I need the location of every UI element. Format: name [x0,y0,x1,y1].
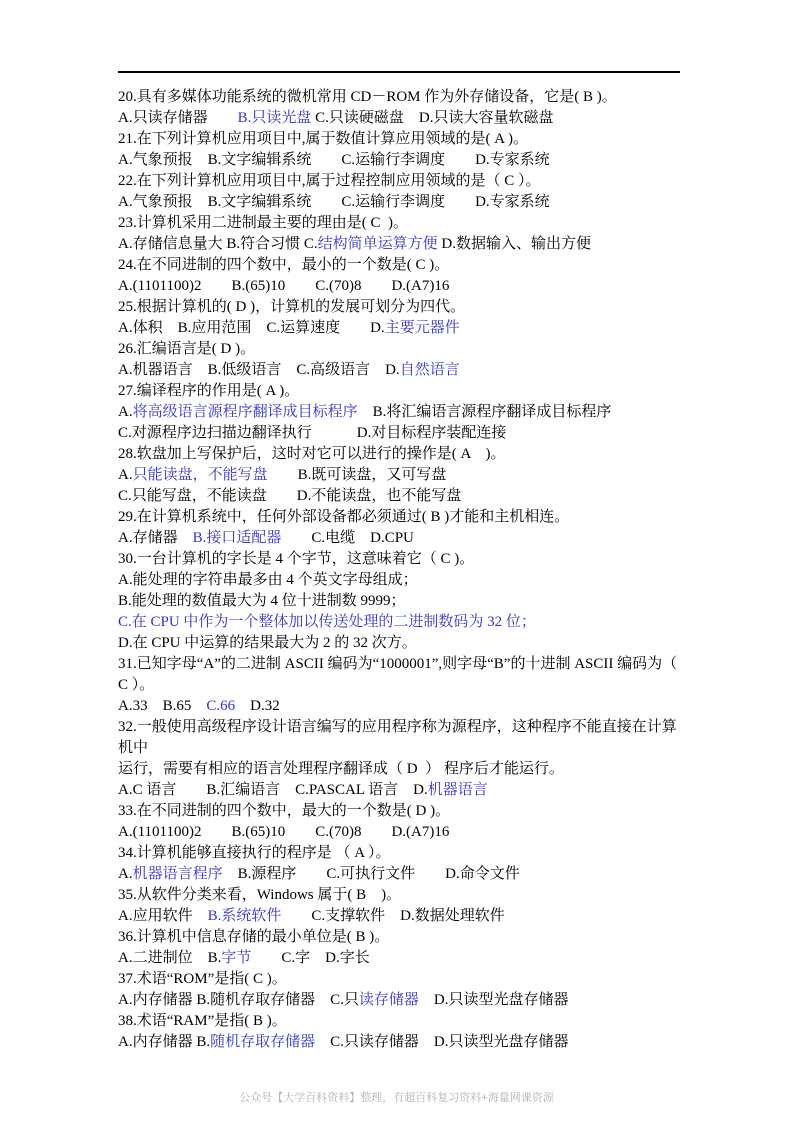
text-line [118,843,690,864]
text-segment: 22.在下列计算机应用项目中,属于过程控制应用领域的是（ C ）。 [118,173,541,189]
text-segment: A.(1101100)2 B.(65)10 C.(70)8 D.(A7)16 [118,278,450,294]
answer-highlight: 机器语言 [427,782,488,798]
text-line [118,969,690,990]
text-line [118,717,690,759]
document-lines [118,87,690,1053]
text-segment: D.数据输入、输出方便 [437,236,591,252]
text-segment: 38.术语“RAM”是指( B )。 [118,1013,287,1029]
text-line [118,360,690,381]
text-segment: 23.计算机采用二进制最主要的理由是( C )。 [118,215,408,231]
text-segment: C.支撑软件 D.数据处理软件 [281,908,505,924]
text-line [118,297,690,318]
text-line [118,885,690,906]
text-line [118,318,690,339]
text-segment: A.气象预报 B.文字编辑系统 C.运输行李调度 D.专家系统 [118,194,550,210]
answer-highlight: 自然语言 [399,362,460,378]
answer-highlight: 结构简单运算方便 [317,236,438,252]
text-segment: 运行，需要有相应的语言处理程序翻译成（ D ） 程序后才能运行。 [118,761,564,777]
text-segment: A.能处理的字符串最多由 4 个英文字母组成； [118,572,418,588]
text-segment: 36.计算机中信息存储的最小单位是( B )。 [118,929,390,945]
text-segment: 33.在不同进制的四个数中，最大的一个数是( D )。 [118,803,451,819]
footer-watermark: 公众号【大学百科资料】整理，有超百科复习资料+海量网课资源 [239,1092,554,1104]
text-segment: 32.一般使用高级程序设计语言编写的应用程序称为源程序，这种程序不能直接在计算机中 [118,719,677,756]
text-segment: B.既可读盘，又可写盘 [267,467,447,483]
text-segment: 20.具有多媒体功能系统的微机常用 CD－ROM 作为外存储设备，它是( B )。 [118,89,617,105]
text-segment: C.只读存储器 D.只读型光盘存储器 [315,1034,569,1050]
text-segment: A. [118,866,133,882]
text-segment: 25.根据计算机的( D )，计算机的发展可划分为四代。 [118,299,466,315]
text-line [118,339,690,360]
text-line [118,549,690,570]
text-line [118,192,690,213]
text-line [118,759,690,780]
text-line [118,276,690,297]
text-segment: 37.术语“ROM”是指( C )。 [118,971,287,987]
text-line [118,696,690,717]
text-segment: C.字 D.字长 [251,950,370,966]
text-segment: A.只读存储器 [118,110,238,126]
text-segment: 35.从软件分类来看，Windows 属于( B )。 [118,887,402,903]
text-line [118,108,690,129]
text-line [118,1011,690,1032]
text-segment: 27.编译程序的作用是( A )。 [118,383,300,399]
text-segment: B.能处理的数值最大为 4 位十进制数 9999； [118,593,406,609]
answer-highlight: 随机存取存储器 [210,1034,316,1050]
text-segment: B.源程序 C.可执行文件 D.命令文件 [222,866,520,882]
text-segment: C.只能写盘，不能读盘 D.不能读盘，也不能写盘 [118,488,462,504]
text-segment: 26.汇编语言是( D )。 [118,341,256,357]
text-segment: A.(1101100)2 B.(65)10 C.(70)8 D.(A7)16 [118,824,450,840]
text-segment: 29.在计算机系统中，任何外部设备都必须通过( B )才能和主机相连。 [118,509,570,525]
text-segment: A. [118,404,133,420]
answer-highlight: C.66 [206,698,236,714]
text-segment: C.只读硬磁盘 D.只读大容量软磁盘 [311,110,554,126]
text-line [118,612,690,633]
text-segment: 21.在下列计算机应用项目中,属于数值计算应用领域的是( A )。 [118,131,528,147]
text-line [118,1032,690,1053]
text-line [118,801,690,822]
text-line [118,423,690,444]
text-line [118,864,690,885]
text-segment: D.32 [235,698,280,714]
text-segment: C.电缆 D.CPU [281,530,414,546]
text-line [118,906,690,927]
text-line [118,591,690,612]
text-line [118,486,690,507]
text-line [118,213,690,234]
text-segment: 31.已知字母“A”的二进制 ASCII 编码为“1000001”,则字母“B”的十进制 ASCII 编码为（ C ）。 [118,656,681,693]
text-line [118,465,690,486]
text-segment: B.将汇编语言源程序翻译成目标程序 [357,404,612,420]
text-line [118,528,690,549]
text-line [118,633,690,654]
text-segment: 34.计算机能够直接执行的程序是 （ A ）。 [118,845,391,861]
text-line [118,171,690,192]
text-line [118,255,690,276]
text-segment: A.存储信息量大 B.符合习惯 C. [118,236,318,252]
text-segment: D.在 CPU 中运算的结果最大为 2 的 32 次方。 [118,635,417,651]
text-segment: 24.在不同进制的四个数中，最小的一个数是( C )。 [118,257,450,273]
text-line [118,780,690,801]
text-segment: A.内存储器 B. [118,1034,211,1050]
text-segment: A.二进制位 B. [118,950,222,966]
text-segment: A.存储器 [118,530,193,546]
text-segment: A.气象预报 B.文字编辑系统 C.运输行李调度 D.专家系统 [118,152,550,168]
text-line [118,234,690,255]
answer-highlight: 读存储器 [358,992,419,1008]
answer-highlight: C.在 CPU 中作为一个整体加以传送处理的二进制数码为 32 位； [118,614,536,630]
text-segment: A.内存储器 B.随机存取存储器 C.只 [118,992,359,1008]
text-line [118,948,690,969]
text-segment: D.只读型光盘存储器 [418,992,569,1008]
text-segment: A.应用软件 [118,908,208,924]
text-line [118,402,690,423]
answer-highlight: B.系统软件 [207,908,282,924]
text-segment: A.机器语言 B.低级语言 C.高级语言 D. [118,362,400,378]
text-segment: A.33 B.65 [118,698,207,714]
top-rule [118,71,680,73]
text-line [118,444,690,465]
answer-highlight: 将高级语言源程序翻译成目标程序 [132,404,358,420]
text-segment: 28.软盘加上写保护后，这时对它可以进行的操作是( A )。 [118,446,506,462]
text-line [118,507,690,528]
text-segment: A.体积 B.应用范围 C.运算速度 D. [118,320,385,336]
answer-highlight: B.只读光盘 [237,110,312,126]
answer-highlight: B.接口适配器 [192,530,282,546]
answer-highlight: 机器语言程序 [132,866,223,882]
text-line [118,927,690,948]
text-line [118,381,690,402]
text-segment: A. [118,467,133,483]
text-line [118,822,690,843]
text-line [118,87,690,108]
text-segment: A.C 语言 B.汇编语言 C.PASCAL 语言 D. [118,782,428,798]
text-line [118,150,690,171]
text-line [118,654,690,696]
text-line [118,129,690,150]
answer-highlight: 字节 [221,950,252,966]
text-segment: C.对源程序边扫描边翻译执行 D.对目标程序装配连接 [118,425,507,441]
answer-highlight: 只能读盘，不能写盘 [132,467,268,483]
answer-highlight: 主要元器件 [384,320,460,336]
text-line [118,570,690,591]
text-segment: 30.一台计算机的字长是 4 个字节，这意味着它（ C )。 [118,551,475,567]
text-line [118,990,690,1011]
